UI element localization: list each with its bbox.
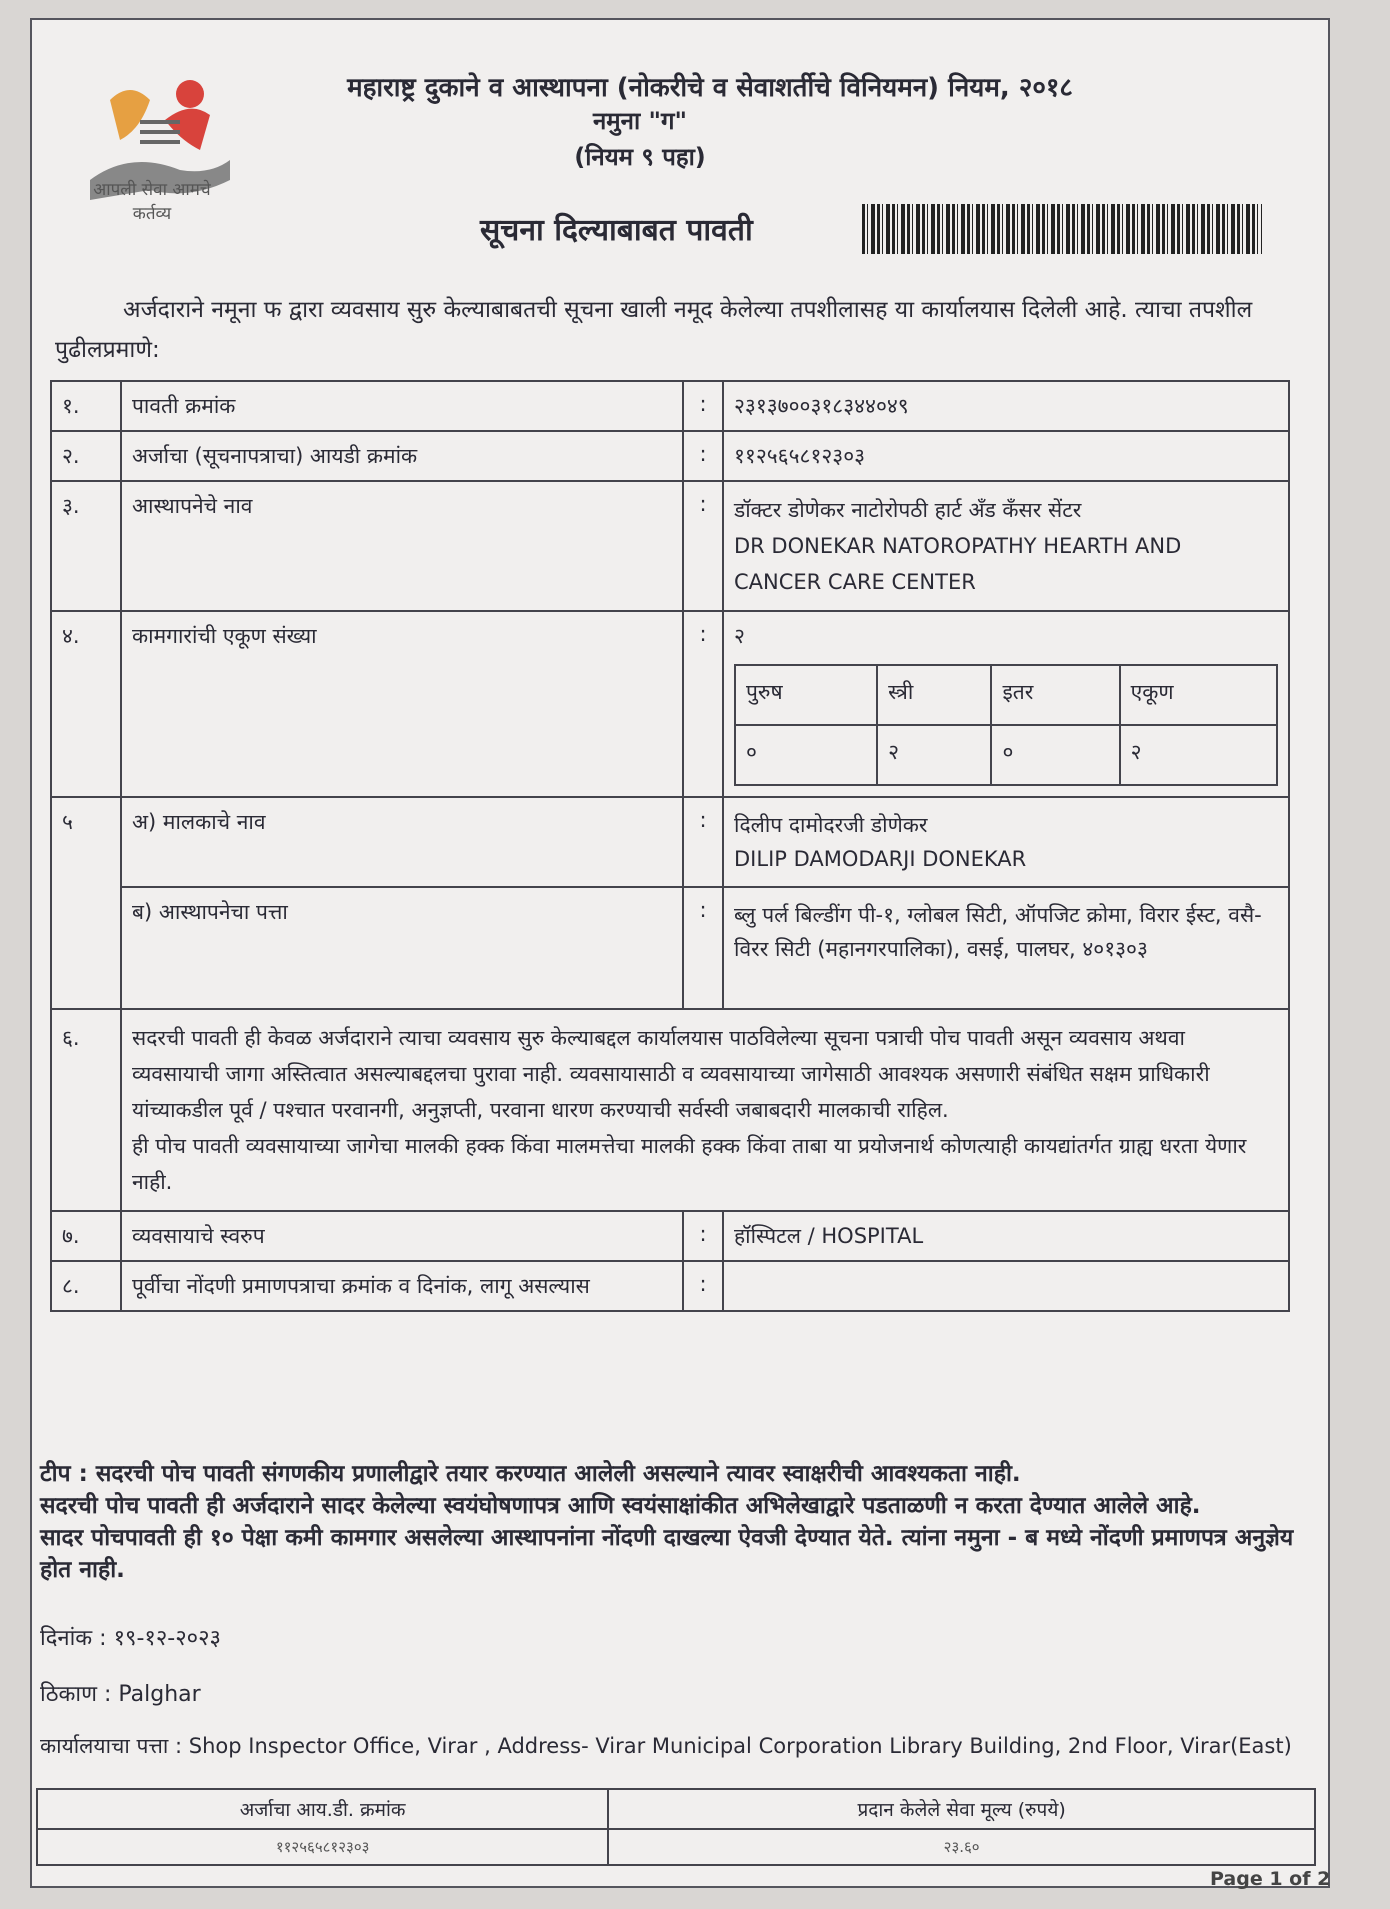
table-row [51, 431, 1289, 481]
page-number: Page 1 of 2 [1210, 1868, 1331, 1890]
title-rule: महाराष्ट्र दुकाने व आस्थापना (नोकरीचे व सेवाशर्तीचे विनियमन) नियम, २०१८ [347, 73, 1073, 103]
workers-value-female: २ [877, 725, 991, 785]
title-form: नमुना "ग" [592, 107, 688, 135]
note-block [40, 1458, 1300, 1586]
note-line-3: सादर पोचपावती ही १० पेक्षा कमी कामगार असलेल्या आस्थापनांना नोंदणी दाखल्या ऐवजी देण्यात येते. त्यांना नमुना - ब मध्ये नोंदणी प्रमाणपत्र अनुज्ञेय होत नाही. [40, 1525, 1294, 1583]
table-row [51, 1211, 1289, 1261]
note-line-2: सदरची पोच पावती ही अर्जदाराने सादर केलेल्या स्वयंघोषणापत्र आणि स्वयंसाक्षांकीत अभिलेखाद्वारे पडताळणी न करता देण्यात आलेले आहे. [40, 1493, 1201, 1519]
previous-registration-label: पूर्वीचा नोंदणी प्रमाणपत्राचा क्रमांक व दिनांक, लागू असल्यास [121, 1261, 683, 1311]
row-number: ७. [51, 1211, 121, 1261]
address-label: ब) आस्थापनेचा पत्ता [121, 887, 683, 1009]
barcode [862, 204, 1262, 254]
colon: : [683, 611, 723, 797]
business-type-label: व्यवसायाचे स्वरुप [121, 1211, 683, 1261]
owner-name-mr: दिलीप दामोदरजी डोणेकर [734, 813, 928, 837]
logo-caption: आपली सेवा आमचे कर्तव्य [93, 180, 211, 224]
workers-value-other: ० [991, 725, 1119, 785]
colon: : [683, 1261, 723, 1311]
fee-table-id-value: ११२५६५८१२३०३ [37, 1829, 608, 1865]
worker-total: २ [734, 624, 745, 648]
issue-place: ठिकाण : Palghar [40, 1682, 201, 1707]
business-type-value: हॉस्पिटल / HOSPITAL [723, 1211, 1289, 1261]
workers-header-other: इतर [991, 665, 1119, 725]
workers-value-male: ० [735, 725, 877, 785]
fee-table-fee-value: २३.६० [608, 1829, 1315, 1865]
colon: : [683, 1211, 723, 1261]
row-number: ३. [51, 481, 121, 611]
table-row [51, 611, 1289, 797]
receipt-number-label: पावती क्रमांक [121, 381, 683, 431]
colon: : [683, 481, 723, 611]
fee-table-header-fee: प्रदान केलेले सेवा मूल्य (रुपये) [608, 1789, 1315, 1829]
owner-name-value [723, 797, 1289, 887]
workers-header-female: स्त्री [877, 665, 991, 725]
establishment-name-label: आस्थापनेचे नाव [121, 481, 683, 611]
disclaimer-text-1: सदरची पावती ही केवळ अर्जदाराने त्याचा व्यवसाय सुरु केल्याबद्दल कार्यालयास पाठविलेल्या सूचना पत्राची पोच पावती असून व्यवसाय अथवा व्यवसायाची जागा अस्तित्वात असल्याबद्दलचा पुरावा नाही. व्यवसायासाठी व व्यवसायाच्या जागेसाठी आवश्यक असणारी संबंधित सक्षम प्राधिकारी यांच्याकडील पूर्व / पश्चात परवानगी, अनुज्ञप्ती, परवाना धारण करण्याची सर्वस्वी जबाबदारी मालकाची राहिल. [132, 1026, 1210, 1122]
establishment-name-value [723, 481, 1289, 611]
worker-count-label: कामगारांची एकूण संख्या [121, 611, 683, 797]
previous-registration-value [723, 1261, 1289, 1311]
row-number: ५ [51, 797, 121, 1009]
office-address: कार्यालयाचा पत्ता : Shop Inspector Office, Virar , Address- Virar Municipal Corporation Library Building, 2nd Floor, Virar(East) [40, 1734, 1292, 1758]
fee-table-header-id: अर्जाचा आय.डी. क्रमांक [37, 1789, 608, 1829]
row-number: २. [51, 431, 121, 481]
disclaimer-text-2: ही पोच पावती व्यवसायाच्या जागेचा मालकी हक्क किंवा मालमत्तेचा मालकी हक्क किंवा ताबा या प्रयोजनार्थ कोणत्याही कायद्यांतर्गत ग्राह्य धरता येणार नाही. [132, 1134, 1247, 1194]
owner-name-label: अ) मालकाचे नाव [121, 797, 683, 887]
application-id-label: अर्जाचा (सूचनापत्राचा) आयडी क्रमांक [121, 431, 683, 481]
page-title: सूचना दिल्याबाबत पावती [480, 213, 753, 248]
issue-date: दिनांक : १९-१२-२०२३ [40, 1626, 221, 1651]
establishment-name-en-1: DR DONEKAR NATOROPATHY HEARTH AND [734, 534, 1182, 558]
title-rule-ref: (नियम ९ पहा) [574, 143, 706, 171]
table-row [51, 887, 1289, 1009]
fee-table [36, 1788, 1316, 1866]
colon: : [683, 431, 723, 481]
table-row [51, 797, 1289, 887]
colon: : [683, 381, 723, 431]
workers-table [734, 664, 1278, 786]
colon: : [683, 887, 723, 1009]
receipt-number-value: २३१३७००३१८३४४०४९ [723, 381, 1289, 431]
workers-header-total: एकूण [1120, 665, 1277, 725]
workers-value-total: २ [1120, 725, 1277, 785]
row-number: ८. [51, 1261, 121, 1311]
establishment-name-mr: डॉक्टर डोणेकर नाटोरोपठी हार्ट अँड कॅंसर सेंटर [734, 498, 1082, 522]
row-number: ४. [51, 611, 121, 797]
table-row [51, 481, 1289, 611]
worker-count-value [723, 611, 1289, 797]
disclaimer-cell [121, 1009, 1289, 1211]
table-row [51, 1009, 1289, 1211]
address-value: ब्लु पर्ल बिल्डींग पी-१, ग्लोबल सिटी, ऑपजिट क्रोमा, विरार ईस्ट, वसै-विरर सिटी (महानगरपालिका), वसई, पालघर, ४०१३०३ [723, 887, 1289, 1009]
details-table [50, 380, 1290, 1312]
row-number: १. [51, 381, 121, 431]
owner-name-en: DILIP DAMODARJI DONEKAR [734, 847, 1027, 871]
intro-paragraph: अर्जदाराने नमूना फ द्वारा व्यवसाय सुरु केल्याबाबतची सूचना खाली नमूद केलेल्या तपशीलासह या कार्यालयास दिलेली आहे. त्याचा तपशील पुढीलप्रमाणे: [55, 297, 1253, 363]
application-id-value: ११२५६५८१२३०३ [723, 431, 1289, 481]
row-number: ६. [51, 1009, 121, 1211]
workers-header-male: पुरुष [735, 665, 877, 725]
colon: : [683, 797, 723, 887]
table-row [51, 381, 1289, 431]
table-row [51, 1261, 1289, 1311]
note-line-1: टीप : सदरची पोच पावती संगणकीय प्रणालीद्वारे तयार करण्यात आलेली असल्याने त्यावर स्वाक्षरीची आवश्यकता नाही. [40, 1461, 1021, 1487]
establishment-name-en-2: CANCER CARE CENTER [734, 570, 976, 594]
